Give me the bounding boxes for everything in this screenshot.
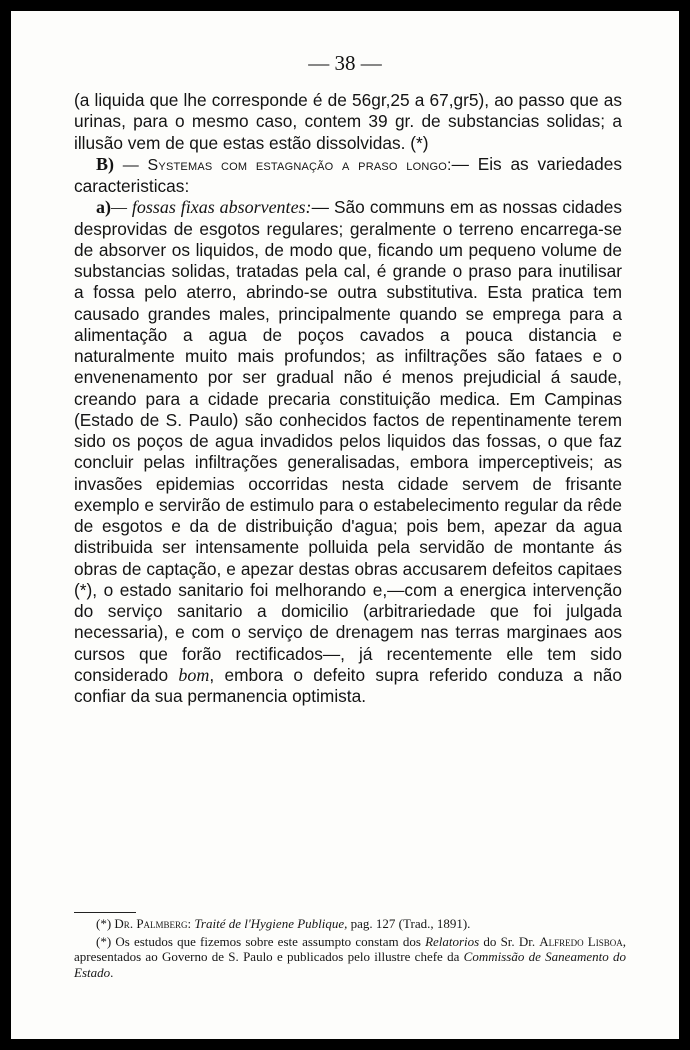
section-b-text: — Eis as variedades caracteristicas: xyxy=(74,153,622,196)
subsection-a-emphasis: bom xyxy=(178,664,210,685)
section-b-heading: — Systemas com estagnação a praso longo: xyxy=(122,156,452,174)
section-b-paragraph xyxy=(74,154,622,198)
footnote-2-title: Relatorios xyxy=(425,933,480,949)
footnote-2-org: Commissão de Saneamento do Estado xyxy=(74,949,626,980)
subsection-a-paragraph xyxy=(74,197,622,707)
footnote-2-text-b: do Sr. Dr. xyxy=(479,933,540,949)
footnote-1-mark: (*) xyxy=(96,916,115,931)
footnote-divider xyxy=(74,912,136,913)
footnote-2-text-a: (*) Os estudos que fizemos sobre este assumpto constam dos xyxy=(96,933,426,949)
page-number: — 38 — xyxy=(308,51,382,75)
footnote-1-rest: pag. 127 (Trad., 1891). xyxy=(347,916,471,931)
document-page xyxy=(11,11,679,1039)
footnote-2-name: Alfredo Lisboa xyxy=(539,933,623,949)
paragraph-continuation: (a liquida que lhe corresponde é de 56gr,25 a 67,gr5), ao passo que as urinas, para o mesmo caso, contem 39 gr. de substancias solidas; a illusão vem de que estas estão dissolvidas. (*) xyxy=(74,90,622,153)
main-text xyxy=(74,90,622,707)
footnote-1 xyxy=(74,916,626,932)
footnote-2 xyxy=(74,934,626,981)
section-b-label: B) xyxy=(96,153,114,174)
subsection-a-text-2: , embora o defeito supra referido conduza a não confiar da sua permanencia optimista. xyxy=(74,664,622,706)
footnotes xyxy=(74,916,626,982)
footnote-2-text-c: , apresentados ao Governo de S. Paulo e publicados pelo illustre chefe da xyxy=(74,933,627,964)
subsection-a-text-1: — São communs em as nossas cidades desprovidas de esgotos regulares; geralmente o terreno encarrega-se de absorver os liquidos, de modo que, ficando um pequeno volume de substancias solidas, tratadas pela cal, é grande o praso para inutilisar a fossa pelo aterro, abrindo-se outra substitutiva. Esta pratica tem causado grandes males, principalmente quando se emprega para a alimentação a agua de poços cavados a pouca distancia e naturalmente muito mais profundos; as infiltrações são fataes e o envenenamento por ser gradual não é menos prejudicial á saude, creando para a cidade precaria constituição medica. Em Campinas (Estado de S. Paulo) são conhecidos factos de repentinamente terem sido os poços de agua invadidos pelos liquidos das fossas, o que faz concluir pelas infiltrações generalisadas, embora imperceptiveis; as invasões epidemias occorridas nesta cidade servem de frisante exemplo e servirão de estimulo para o estabelecimento regular da rêde de esgotos e da de distribuição d'agua; pois bem, apezar da agua distribuida ser intensamente polluida pela servidão de montante ás obras de captação, e apezar destas obras accusarem defeitos capitaes (*), o estado sanitario foi melhorando e,—com a energica intervenção do serviço sanitario a domicilio (arbitrariedade que foi julgada necessaria), e com o serviço de drenagem nas terras marginaes aos cursos que forão rectificados—, já recentemente elle tem sido considerado xyxy=(74,197,622,685)
footnote-2-text-d: . xyxy=(110,964,114,980)
footnote-1-author: Dr. Palmberg: xyxy=(114,916,192,931)
subsection-a-heading: — fossas fixas absorventes: xyxy=(111,197,312,218)
footnote-1-title: Traité de l'Hygiene Publique, xyxy=(194,916,348,931)
subsection-a-label: a) xyxy=(96,197,111,218)
